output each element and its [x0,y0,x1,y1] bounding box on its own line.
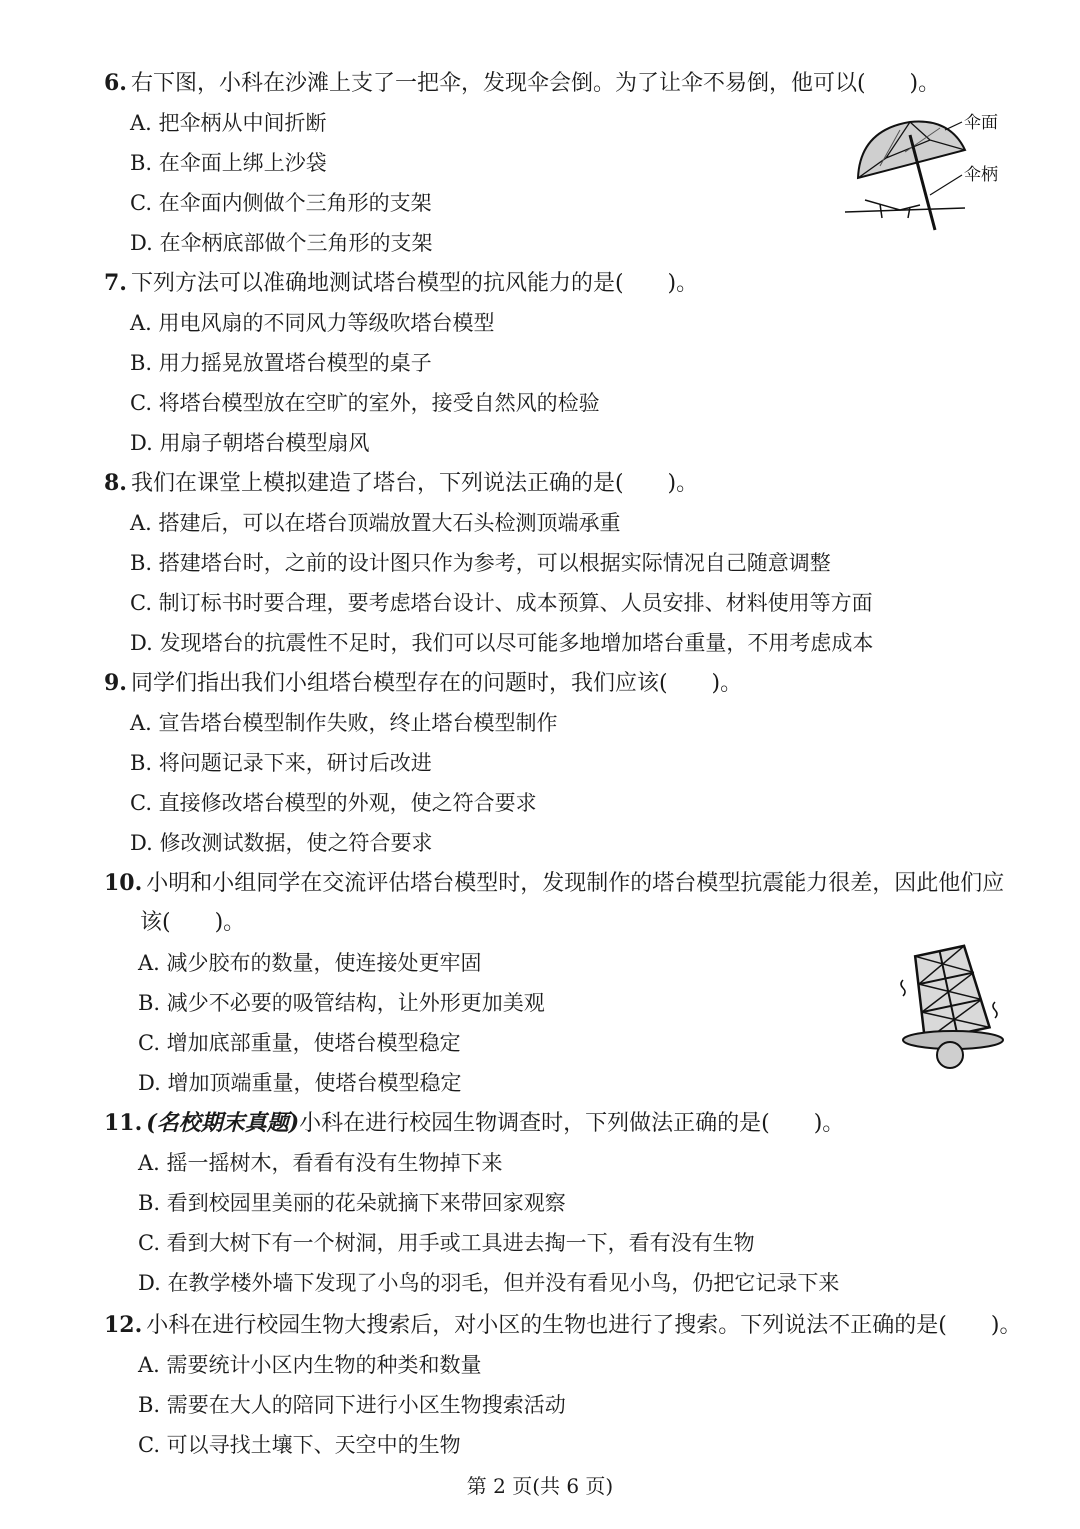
question-10-stem-cont: 该( )。 [140,910,246,935]
question-number: 8. [104,470,127,496]
option-8c: C. 制订标书时要合理，要考虑塔台设计、成本预算、人员安排、材料使用等方面 [130,591,873,615]
option-7c: C. 将塔台模型放在空旷的室外，接受自然风的检验 [130,391,600,415]
option-9a: A. 宣告塔台模型制作失败，终止塔台模型制作 [130,711,558,735]
option-8a: A. 搭建后，可以在塔台顶端放置大石头检测顶端承重 [130,511,621,535]
option-6c: C. 在伞面内侧做个三角形的支架 [130,191,432,215]
option-10c: C. 增加底部重量，使塔台模型稳定 [138,1031,461,1055]
question-number: 7. [104,270,127,296]
question-text: 小科在进行校园生物调查时，下列做法正确的是( )。 [299,1111,845,1136]
question-6-stem [104,68,940,99]
option-8d: D. 发现塔台的抗震性不足时，我们可以尽可能多地增加塔台重量，不用考虑成本 [130,631,874,655]
question-number: 9. [104,670,127,696]
question-9-stem [104,668,742,699]
question-12-stem [104,1310,1021,1341]
option-11b: B. 看到校园里美丽的花朵就摘下来带回家观察 [138,1191,566,1215]
source-tag: (名校期末真题) [146,1110,300,1136]
question-number: 11. [104,1110,143,1136]
question-number: 10. [104,870,143,896]
question-text: 右下图，小科在沙滩上支了一把伞，发现伞会倒。为了让伞不易倒，他可以( )。 [130,71,941,96]
option-7d: D. 用扇子朝塔台模型扇风 [130,431,370,455]
question-number: 6. [104,70,127,96]
option-7a: A. 用电风扇的不同风力等级吹塔台模型 [130,311,495,335]
option-11d: D. 在教学楼外墙下发现了小鸟的羽毛，但并没有看见小鸟，仍把它记录下来 [138,1271,840,1295]
canopy-label: 伞面 [964,113,998,133]
option-9c: C. 直接修改塔台模型的外观，使之符合要求 [130,791,537,815]
option-6d: D. 在伞柄底部做个三角形的支架 [130,231,433,255]
question-text: 小科在进行校园生物大搜索后，对小区的生物也进行了搜索。下列说法不正确的是( )。 [146,1313,1022,1338]
question-7-stem [104,268,698,299]
option-11c: C. 看到大树下有一个树洞，用手或工具进去掏一下，看有没有生物 [138,1231,755,1255]
question-text: 下列方法可以准确地测试塔台模型的抗风能力的是( )。 [130,271,699,296]
page-footer: 第 2 页(共 6 页) [466,1474,614,1498]
question-8-stem [104,468,698,499]
option-10b: B. 减少不必要的吸管结构，让外形更加美观 [138,991,545,1015]
question-10-stem [104,868,1004,899]
question-11-stem [104,1108,844,1139]
question-text: 同学们指出我们小组塔台模型存在的问题时，我们应该( )。 [130,671,743,696]
question-text: 小明和小组同学在交流评估塔台模型时，发现制作的塔台模型抗震能力很差，因此他们应 [146,871,1005,896]
option-12b: B. 需要在大人的陪同下进行小区生物搜索活动 [138,1393,566,1417]
option-11a: A. 摇一摇树木，看看有没有生物掉下来 [138,1151,503,1175]
option-12c: C. 可以寻找土壤下、天空中的生物 [138,1433,461,1457]
option-10a: A. 减少胶布的数量，使连接处更牢固 [138,951,482,975]
question-number: 12. [104,1312,143,1338]
option-9d: D. 修改测试数据，使之符合要求 [130,831,433,855]
option-6b: B. 在伞面上绑上沙袋 [130,151,327,175]
shaking-tower-figure [895,940,1005,1070]
handle-label: 伞柄 [964,165,998,185]
beach-umbrella-figure [840,100,1020,250]
option-9b: B. 将问题记录下来，研讨后改进 [130,751,432,775]
option-8b: B. 搭建塔台时，之前的设计图只作为参考，可以根据实际情况自己随意调整 [130,551,831,575]
option-10d: D. 增加顶端重量，使塔台模型稳定 [138,1071,462,1095]
option-6a: A. 把伞柄从中间折断 [130,111,327,135]
option-12a: A. 需要统计小区内生物的种类和数量 [138,1353,482,1377]
question-text: 我们在课堂上模拟建造了塔台，下列说法正确的是( )。 [130,471,699,496]
option-7b: B. 用力摇晃放置塔台模型的桌子 [130,351,432,375]
